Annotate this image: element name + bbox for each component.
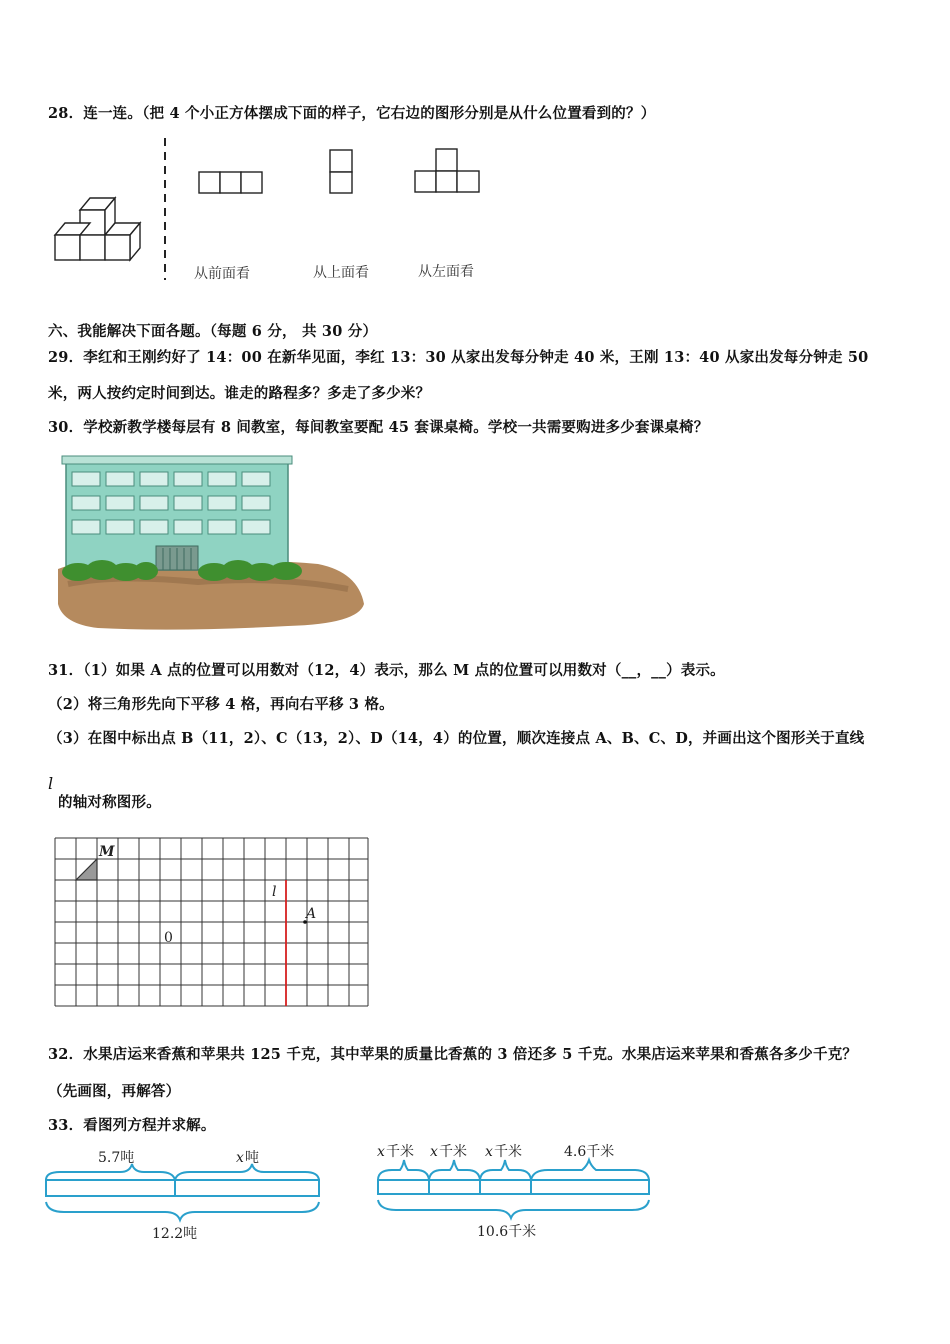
fig2-last: 4.6千米 [564,1144,615,1160]
fig2-bottom: 10.6千米 [477,1224,537,1240]
fig2-unit-3: 千米 [494,1144,522,1160]
q29-line2: 米，两人按约定时间到达。谁走的路程多？多走了多少米？ [48,385,431,402]
dashed-divider [163,138,167,280]
fig1-bottom: 12.2吨 [152,1226,198,1242]
q31-line1: 31．（1）如果 A 点的位置可以用数对（12，4）表示，那么 M 点的位置可以用数对（__，__）表示。 [48,662,725,679]
caption-top: 从上面看 [313,265,369,281]
coordinate-grid [55,838,369,1008]
label-origin: 0 [164,930,173,946]
fig2-var-3: x [485,1144,493,1160]
q31-line4: 的轴对称图形。 [58,794,161,811]
q29-line1: 29．李红和王刚约好了 14：00 在新华见面，李红 13：30 从家出发每分钟走 40 米，王刚 13：40 从家出发每分钟走 50 [48,349,869,366]
segment-diagram-2 [372,1138,662,1243]
segment-diagram-1 [40,1140,330,1245]
q30-text: 30．学校新教学楼每层有 8 间教室，每间教室要配 45 套课桌椅。学校一共需要购进多少套课桌椅？ [48,419,709,436]
caption-front: 从前面看 [194,266,250,282]
front-view-shape [198,171,266,195]
label-l: l [272,884,277,900]
fig1-top-left: 5.7吨 [98,1150,135,1166]
q31-line3: （3）在图中标出点 B（11，2）、C（13，2）、D（14，4）的位置，顺次连接点 A、B、C、D，并画出这个图形关于直线 [48,730,865,747]
q31-line2: （2）将三角形先向下平移 4 格，再向右平移 3 格。 [48,696,394,713]
line-l-symbol: l [48,774,54,793]
left-view-shape [414,148,484,194]
fig1-top-right-unit: 吨 [245,1150,259,1166]
fig1-top-right-var: x [236,1150,244,1166]
cube-stack-figure [50,190,160,270]
caption-left: 从左面看 [418,264,474,280]
top-view-shape [329,149,355,195]
q28-text: 28．连一连。（把 4 个小正方体摆成下面的样子，它右边的图形分别是从什么位置看到的？） [48,105,656,122]
triangle-shape [76,859,97,880]
label-a: A [306,906,317,922]
q33-text: 33．看图列方程并求解。 [48,1117,216,1134]
q32-line2: （先画图，再解答） [48,1083,181,1100]
fig2-unit-1: 千米 [386,1144,414,1160]
section6-heading: 六、我能解决下面各题。（每题 6 分， 共 30 分） [48,323,378,340]
fig2-unit-2: 千米 [439,1144,467,1160]
fig2-var-1: x [377,1144,385,1160]
fig2-var-2: x [430,1144,438,1160]
q32-line1: 32．水果店运来香蕉和苹果共 125 千克，其中苹果的质量比香蕉的 3 倍还多 5 千克。水果店运来苹果和香蕉各多少千克？ [48,1046,858,1063]
label-m: M [99,844,115,860]
school-building-illustration [58,454,368,634]
